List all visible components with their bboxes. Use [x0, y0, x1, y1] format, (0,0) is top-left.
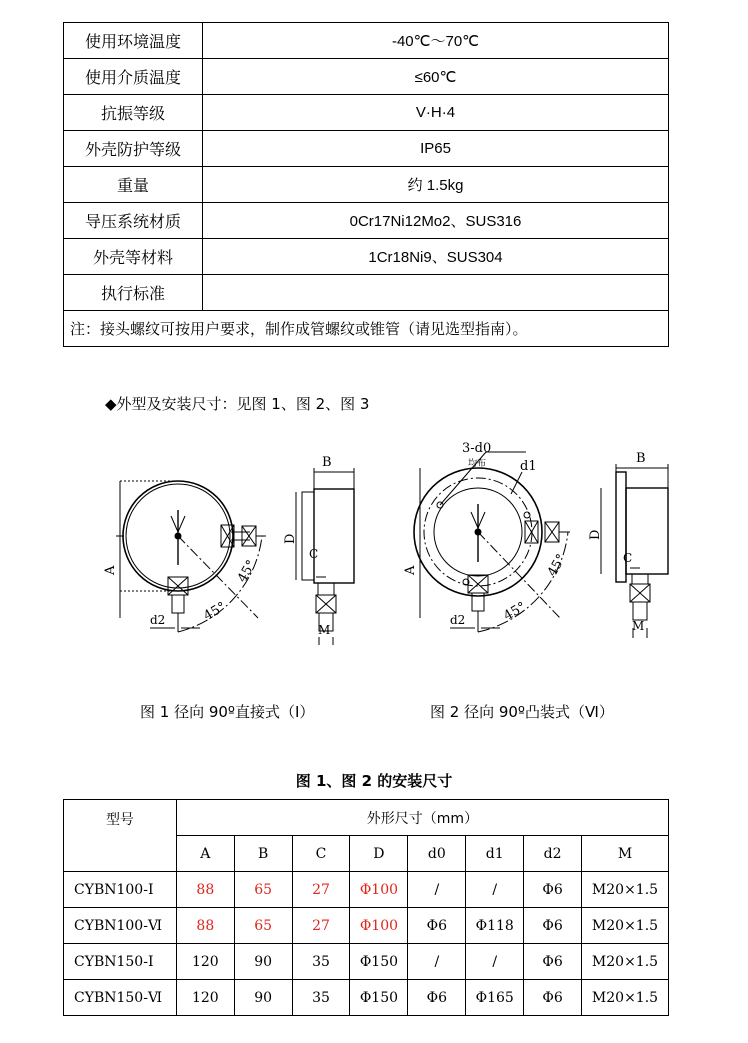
model-header: 型号 — [64, 800, 177, 872]
model-cell: CYBN150-Ⅵ — [64, 980, 177, 1016]
table-cell: 88 — [176, 908, 234, 944]
spec-value: 约 1.5kg — [203, 167, 669, 203]
table-cell: / — [466, 872, 524, 908]
fig1-angle-upper: 45° — [234, 557, 260, 586]
spec-label: 外壳等材料 — [64, 239, 203, 275]
table-cell: Φ165 — [466, 980, 524, 1016]
spec-row — [64, 23, 669, 59]
table-cell: Φ100 — [350, 908, 408, 944]
spec-value: IP65 — [203, 131, 669, 167]
fig2-holes-label: 3-d0 — [462, 441, 492, 456]
spec-value: V·H·4 — [203, 95, 669, 131]
spec-row — [64, 95, 669, 131]
spec-value: -40℃～70℃ — [203, 23, 669, 59]
spec-label: 使用环境温度 — [64, 23, 203, 59]
fig2-holes-note: 均布 — [468, 459, 487, 469]
fig1-dim-a: A — [103, 565, 118, 575]
table-row — [64, 980, 669, 1016]
column-header: C — [292, 836, 350, 872]
fig2-angle-lower: 45° — [501, 599, 529, 624]
spec-row — [64, 203, 669, 239]
fig2-dim-a: A — [403, 565, 418, 575]
fig2-dim-m: M — [632, 619, 645, 633]
fig2-dim-d: D — [588, 529, 603, 540]
table-cell: Φ150 — [350, 944, 408, 980]
installation-table — [63, 799, 669, 1016]
table-cell: Φ6 — [408, 980, 466, 1016]
fig2-dim-b: B — [636, 451, 646, 466]
spec-label: 外壳防护等级 — [64, 131, 203, 167]
table-cell: / — [408, 872, 466, 908]
spec-value: 1Cr18Ni9、SUS304 — [203, 239, 669, 275]
spec-row — [64, 131, 669, 167]
table-row — [64, 908, 669, 944]
spec-label: 重量 — [64, 167, 203, 203]
table-cell: Φ6 — [408, 908, 466, 944]
column-header: d2 — [524, 836, 582, 872]
fig2-front-view — [414, 452, 570, 632]
spec-note-row — [64, 311, 669, 347]
model-cell: CYBN100-Ⅵ — [64, 908, 177, 944]
table-cell: / — [408, 944, 466, 980]
table-cell: 65 — [234, 872, 292, 908]
table-row — [64, 944, 669, 980]
spec-row — [64, 167, 669, 203]
table-cell: Φ118 — [466, 908, 524, 944]
spec-table — [63, 22, 669, 347]
table-cell: 90 — [234, 980, 292, 1016]
column-header: A — [176, 836, 234, 872]
column-header: d0 — [408, 836, 466, 872]
table-cell: 120 — [176, 980, 234, 1016]
column-header: d1 — [466, 836, 524, 872]
fig1-dim-m: M — [318, 623, 331, 637]
fig1-dim-d: D — [283, 533, 298, 544]
table-cell: / — [466, 944, 524, 980]
table-cell: 35 — [292, 980, 350, 1016]
fig2-side-view — [601, 464, 668, 638]
technical-drawings — [0, 432, 748, 662]
column-header: D — [350, 836, 408, 872]
column-header: M — [582, 836, 669, 872]
table-title: 图 1、图 2 的安装尺寸 — [295, 772, 453, 790]
figure-1-caption: 图 1 径向 90º直接式（Ⅰ） — [140, 703, 315, 721]
fig2-dim-d1: d1 — [520, 459, 537, 474]
table-cell: 65 — [234, 908, 292, 944]
spec-label: 执行标准 — [64, 275, 203, 311]
spec-value: 0Cr17Ni12Mo2、SUS316 — [203, 203, 669, 239]
figure-2-caption: 图 2 径向 90º凸装式（Ⅵ） — [430, 703, 614, 721]
table-cell: Φ6 — [524, 908, 582, 944]
table-cell: M20×1.5 — [582, 872, 669, 908]
spec-row — [64, 239, 669, 275]
table-cell: M20×1.5 — [582, 908, 669, 944]
model-cell: CYBN150-Ⅰ — [64, 944, 177, 980]
spec-label: 使用介质温度 — [64, 59, 203, 95]
table-cell: 35 — [292, 944, 350, 980]
spec-value: ≤60℃ — [203, 59, 669, 95]
table-cell: Φ6 — [524, 944, 582, 980]
spec-label: 抗振等级 — [64, 95, 203, 131]
table-cell: 90 — [234, 944, 292, 980]
spec-row — [64, 275, 669, 311]
spec-row — [64, 59, 669, 95]
table-cell: Φ6 — [524, 980, 582, 1016]
fig1-dim-b: B — [322, 455, 332, 470]
fig2-dim-d2: d2 — [450, 613, 466, 627]
table-header-row — [64, 800, 669, 836]
table-cell: Φ100 — [350, 872, 408, 908]
model-cell: CYBN100-Ⅰ — [64, 872, 177, 908]
fig1-dim-d2: d2 — [150, 613, 166, 627]
table-cell: M20×1.5 — [582, 980, 669, 1016]
dimensions-heading: ◆外型及安装尺寸：见图 1、图 2、图 3 — [105, 395, 370, 413]
fig1-angle-lower: 45° — [201, 599, 229, 624]
table-row — [64, 872, 669, 908]
fig1-side-view — [296, 468, 354, 645]
spec-value — [203, 275, 669, 311]
table-cell: 27 — [292, 908, 350, 944]
fig1-front-view — [116, 481, 266, 632]
table-cell: Φ6 — [524, 872, 582, 908]
spec-label: 导压系统材质 — [64, 203, 203, 239]
fig2-angle-upper: 45° — [544, 551, 570, 580]
table-cell: Φ150 — [350, 980, 408, 1016]
fig1-dim-c: C — [309, 547, 319, 561]
table-cell: 120 — [176, 944, 234, 980]
spec-note: 注：接头螺纹可按用户要求，制作成管螺纹或锥管（请见选型指南）。 — [64, 311, 669, 347]
fig2-dim-c: C — [623, 551, 633, 565]
table-cell: M20×1.5 — [582, 944, 669, 980]
table-cell: 88 — [176, 872, 234, 908]
dimensions-group-header: 外形尺寸（mm） — [176, 800, 668, 836]
column-header: B — [234, 836, 292, 872]
table-cell: 27 — [292, 872, 350, 908]
